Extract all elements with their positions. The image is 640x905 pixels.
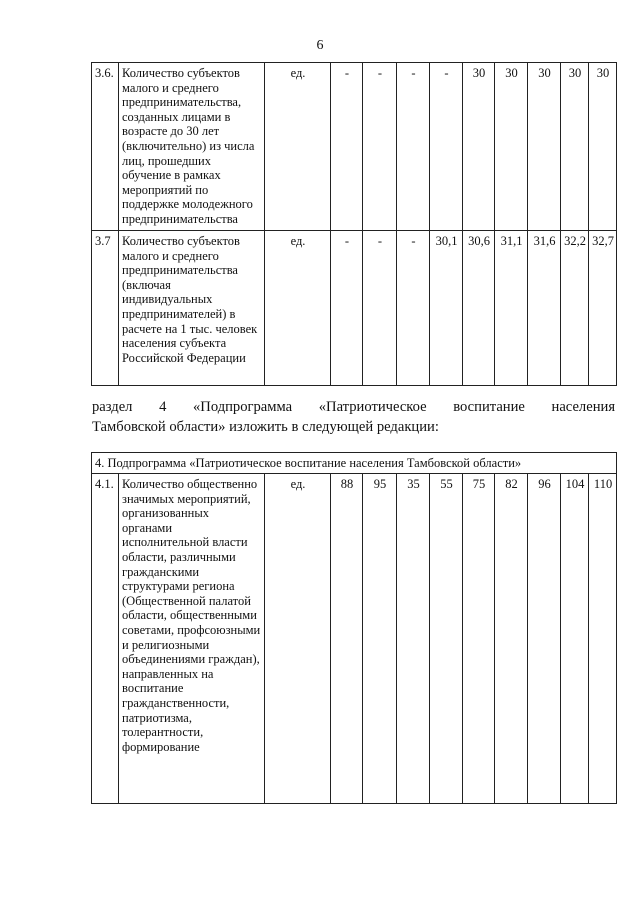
row-value: 32,2 — [561, 231, 589, 386]
page-number: 6 — [316, 38, 324, 53]
row-value: 110 — [589, 474, 617, 804]
paragraph-word: «Подпрограмма — [192, 399, 293, 415]
row-value: 32,7 — [589, 231, 617, 386]
paragraph-word: раздел — [92, 399, 133, 415]
row-unit: ед. — [265, 231, 331, 386]
row-value: 55 — [430, 474, 463, 804]
row-value: 104 — [561, 474, 589, 804]
row-value: - — [430, 63, 463, 231]
row-value: 31,6 — [528, 231, 561, 386]
table-row — [92, 474, 617, 804]
row-unit: ед. — [265, 63, 331, 231]
row-value: 96 — [528, 474, 561, 804]
row-value: 75 — [463, 474, 495, 804]
indicators-table-2 — [91, 452, 617, 804]
paragraph-word: воспитание — [453, 399, 525, 415]
row-value: - — [397, 231, 430, 386]
row-value: 30 — [463, 63, 495, 231]
subprogram-header: 4. Подпрограмма «Патриотическое воспитание населения Тамбовской области» — [92, 453, 617, 474]
row-value: 35 — [397, 474, 430, 804]
indicators-table-1 — [91, 62, 617, 386]
row-value: 88 — [331, 474, 363, 804]
row-number: 4.1. — [92, 474, 119, 804]
row-description: Количество субъектов малого и среднего предпринимательства, созданных лицами в возрасте до 30 лет (включительно) из числа лиц, прошедших обучение в рамках мероприятий по поддержке молодежного предпринимательства — [119, 63, 265, 231]
row-value: - — [331, 63, 363, 231]
row-description: Количество субъектов малого и среднего предпринимательства (включая индивидуальных предпринимателей) в расчете на 1 тыс. человек населения субъекта Российской Федерации — [119, 231, 265, 386]
row-number: 3.6. — [92, 63, 119, 231]
table-row — [92, 231, 617, 386]
table-header-row — [92, 453, 617, 474]
paragraph-line-2: Тамбовской области» изложить в следующей редакции: — [92, 419, 439, 435]
paragraph-word: населения — [551, 399, 616, 415]
row-value: 82 — [495, 474, 528, 804]
paragraph-word: 4 — [159, 399, 167, 415]
row-value: 30 — [528, 63, 561, 231]
row-number: 3.7 — [92, 231, 119, 386]
row-description: Количество общественно значимых мероприятий, организованных органами исполнительной власти области, различными гражданскими структурами региона (Общественной палатой области, общественными советами, профсоюзными и религиозными объединениями граждан), направленных на воспитание гражданственности, патриотизма, толерантности, формирование — [119, 474, 265, 804]
row-value: 30 — [561, 63, 589, 231]
row-value: - — [363, 63, 397, 231]
row-value: 31,1 — [495, 231, 528, 386]
row-value: 30 — [589, 63, 617, 231]
row-value: 95 — [363, 474, 397, 804]
row-value: 30 — [495, 63, 528, 231]
paragraph-line-1 — [92, 399, 615, 416]
table-row — [92, 63, 617, 231]
row-value: - — [331, 231, 363, 386]
row-value: - — [363, 231, 397, 386]
row-unit: ед. — [265, 474, 331, 804]
paragraph-word: «Патриотическое — [318, 399, 427, 415]
row-value: 30,6 — [463, 231, 495, 386]
row-value: - — [397, 63, 430, 231]
row-value: 30,1 — [430, 231, 463, 386]
